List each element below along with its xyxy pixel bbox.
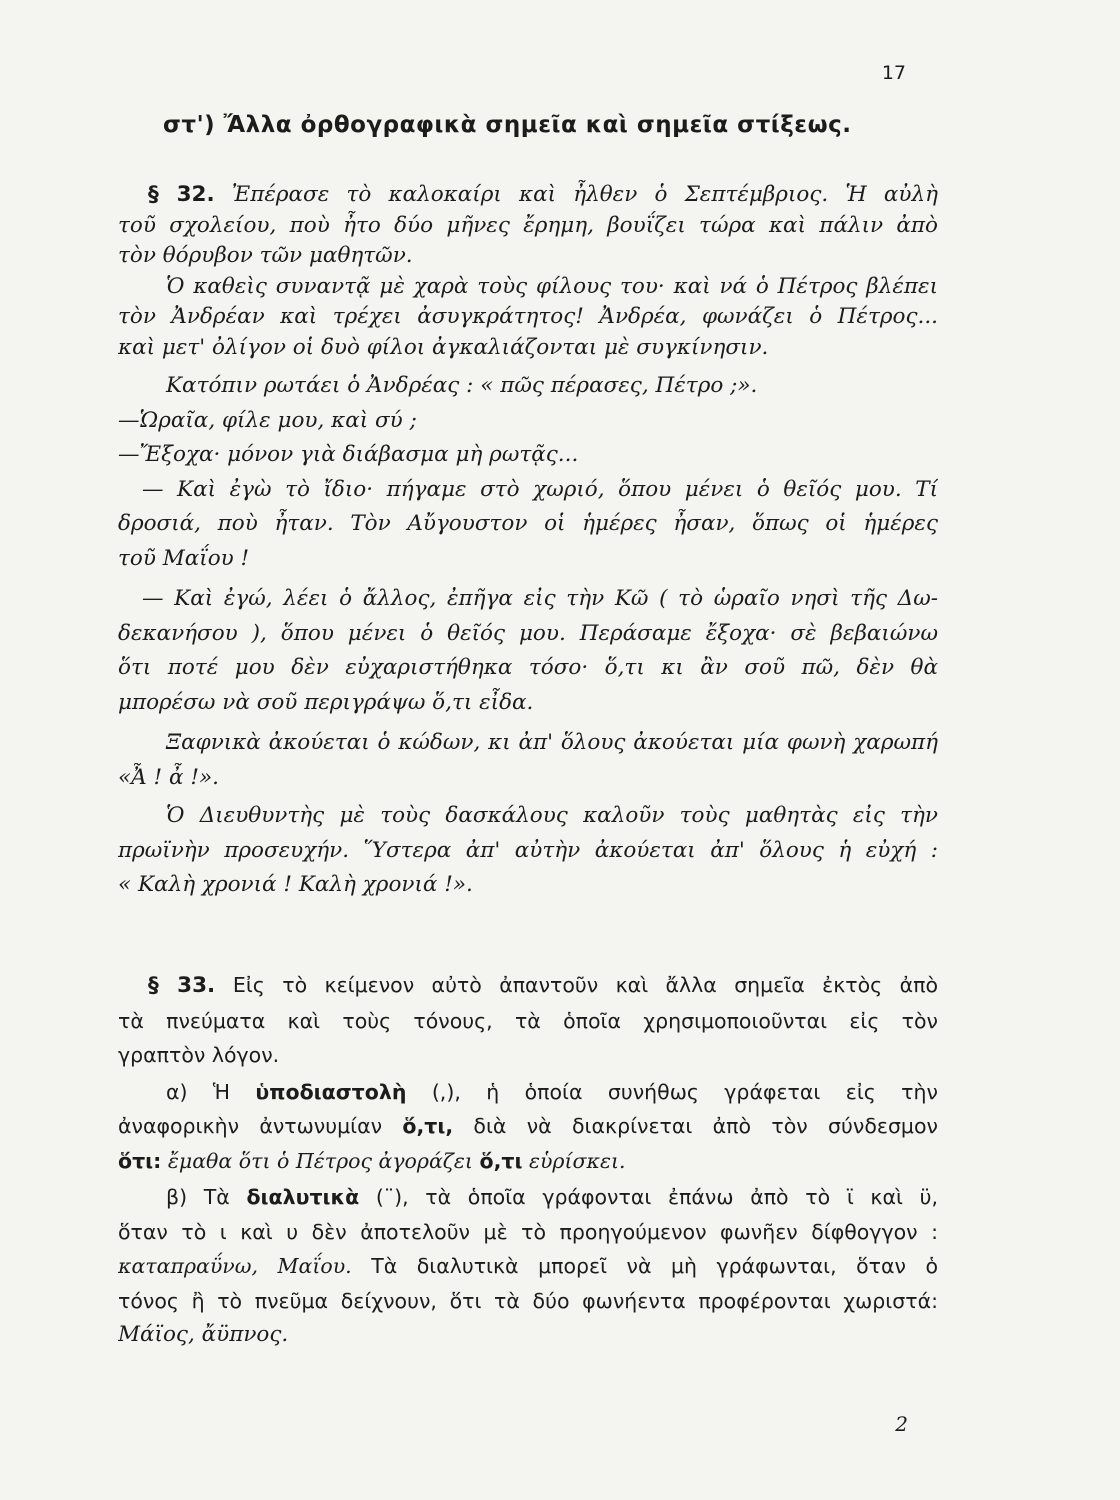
text-line: § 33. Εἰς τὸ κείμενον αὐτὸ ἀπαντοῦν καὶ ἄλλα σημεῖα ἐκτὸς ἀπὸ [148, 973, 938, 998]
term-hypodiastole: ὑποδιαστολὴ [255, 1079, 407, 1104]
text-line: πρωϊνὴν προσευχήν. Ὕστερα ἀπ' αὐτὴν ἀκούεται ἀπ' ὅλους ἡ εὐχή : [118, 837, 938, 863]
page-number: 17 [881, 62, 906, 84]
text-line: καὶ μετ' ὀλίγον οἱ δυὸ φίλοι ἀγκαλιάζονται μὲ συγκίνησιν. [118, 334, 769, 360]
text-line: β) Τὰ διαλυτικὰ (¨), τὰ ὁποῖα γράφονται ἐπάνω ἀπὸ τὸ ϊ καὶ ϋ, [166, 1185, 938, 1209]
text-line: δροσιά, ποὺ ἦταν. Τὸν Αὔγουστον οἱ ἡμέρες ἦσαν, ὅπως οἱ ἡμέρες [118, 511, 938, 536]
text-line: τὸν θόρυβον τῶν μαθητῶν. [118, 243, 413, 268]
text-line: ὅτι: ἔμαθα ὅτι ὁ Πέτρος ἀγοράζει ὅ,τι εὑρίσκει. [118, 1148, 626, 1173]
text-line: Ὁ Διευθυντὴς μὲ τοὺς δασκάλους καλοῦν τοὺς μαθητὰς εἰς τὴν [166, 803, 938, 828]
term-dialytika: διαλυτικὰ [246, 1185, 360, 1209]
text-line: μπορέσω νὰ σοῦ περιγράψω ὅ,τι εἶδα. [118, 689, 534, 715]
section-33 [118, 970, 938, 1351]
text-line: τόνος ἢ τὸ πνεῦμα δείχνουν, ὅτι τὰ δύο φωνήεντα προφέρονται χωριστά: [118, 1288, 938, 1313]
section-32-label: § 32. [148, 182, 215, 207]
text-line: γραπτὸν λόγον. [118, 1043, 280, 1067]
text-line: —Ὡραῖα, φίλε μου, καὶ σύ ; [118, 407, 417, 433]
signature-mark: 2 [895, 1412, 908, 1436]
section-32 [118, 180, 938, 901]
text-line: ὅταν τὸ ι καὶ υ δὲν ἀποτελοῦν μὲ τὸ προηγούμενον φωνῆεν δίφθογγον : [118, 1219, 938, 1244]
text-line: Ξαφνικὰ ἀκούεται ὁ κώδων, κι ἀπ' ὅλους ἀκούεται μία φωνὴ χαρωπή [166, 730, 938, 755]
section-heading: στ') Ἄλλα ὀρθογραφικὰ σημεῖα καὶ σημεῖα στίξεως. [163, 112, 852, 138]
text-line: «Ἆ ! ἆ !». [118, 764, 219, 790]
text-line: τὰ πνεύματα καὶ τοὺς τόνους, τὰ ὁποῖα χρησιμοποιοῦνται εἰς τὸν [118, 1008, 938, 1033]
text-line: α) Ἡ ὑποδιαστολὴ (,), ἡ ὁποία συνήθως γράφεται εἰς τὴν [166, 1079, 938, 1104]
text-line: δεκανήσου ), ὅπου μένει ὁ θεῖός μου. Περάσαμε ἔξοχα· σὲ βεβαιώνω [118, 620, 938, 646]
text-line: καταπραΰνω, Μαΐου. Τὰ διαλυτικὰ μπορεῖ νὰ μὴ γράφωνται, ὅταν ὁ [118, 1254, 938, 1278]
text-line: ἀναφορικὴν ἀντωνυμίαν ὅ,τι, διὰ νὰ διακρίνεται ἀπὸ τὸν σύνδεσμον [118, 1114, 938, 1138]
section-33-label: § 33. [148, 973, 216, 998]
text-line: τοῦ Μαΐου ! [118, 545, 250, 571]
text-line: ὅτι ποτέ μου δὲν εὐχαριστήθηκα τόσο· ὅ,τι κι ἂν σοῦ πῶ, δὲν θὰ [118, 655, 938, 680]
text-line: Μάϊος, ἄϋπνος. [118, 1322, 289, 1347]
text-line: τοῦ σχολείου, ποὺ ἦτο δύο μῆνες ἔρημη, βουΐζει τώρα καὶ πάλιν ἀπὸ [118, 212, 938, 238]
text-line: § 32. Ἐπέρασε τὸ καλοκαίρι καὶ ἦλθεν ὁ Σεπτέμβριος. Ἡ αὐλὴ [148, 182, 938, 207]
text-line: — Καὶ ἐγὼ τὸ ἴδιο· πήγαμε στὸ χωριό, ὅπου μένει ὁ θεῖός μου. Τί [142, 476, 938, 502]
text-line: — Καὶ ἐγώ, λέει ὁ ἄλλος, ἐπῆγα εἰς τὴν Κῶ ( τὸ ὡραῖο νησὶ τῆς Δω- [142, 586, 938, 611]
text-line: « Καλὴ χρονιά ! Καλὴ χρονιά !». [118, 872, 473, 897]
text-line: Κατόπιν ρωτάει ὁ Ἀνδρέας : « πῶς πέρασες, Πέτρο ;». [166, 373, 758, 398]
text-line: Ὁ καθεὶς συναντᾷ μὲ χαρὰ τοὺς φίλους του· καὶ νά ὁ Πέτρος βλέπει [166, 273, 938, 299]
text-line: τὸν Ἀνδρέαν καὶ τρέχει ἀσυγκράτητος! Ἀνδρέα, φωνάζει ὁ Πέτρος... [118, 304, 938, 329]
text-line: —Ἔξοχα· μόνον γιὰ διάβασμα μὴ ρωτᾷς... [118, 442, 579, 467]
